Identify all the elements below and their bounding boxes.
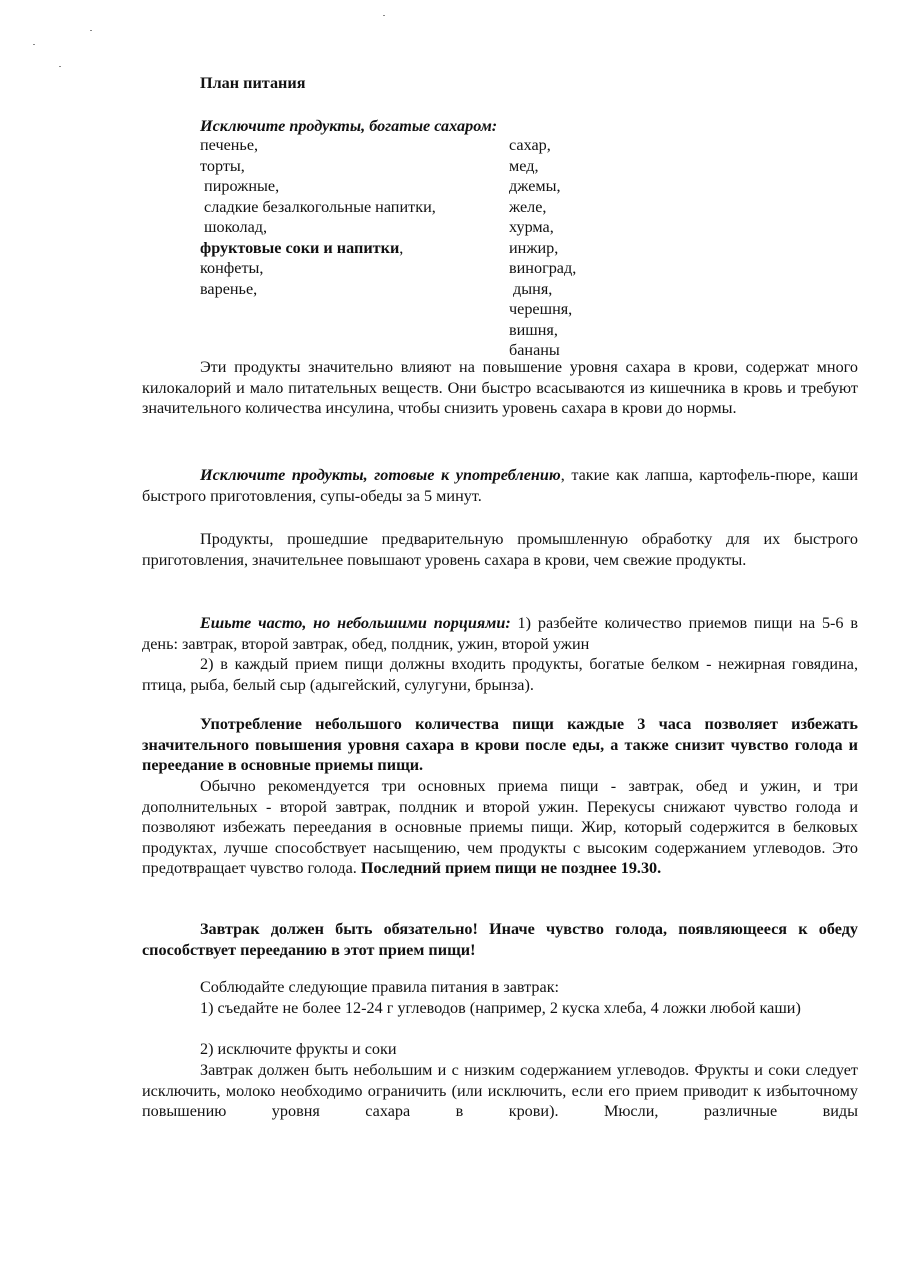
food-item: сахар, bbox=[509, 136, 551, 154]
small-portions-bold-paragraph: Употребление небольшого количества пищи каждые 3 часа позволяет избежать значительного повышения уровня сахара в крови после еды, а также снизит чувство голода и переедание в основные приемы пищи. bbox=[142, 715, 858, 774]
food-item: печенье, bbox=[200, 136, 259, 154]
meal-schedule-text: Обычно рекомендуется три основных приема пищи - завтрак, обед и ужин, и три дополнительных - второй завтрак, полдник и второй ужин. Перекусы снижают чувство голода и позволяют избежать переедания в основные приемы пищи. Жир, который содержится в белковых продуктах, лучше способствует насыщению, чем продукты с высоким содержанием углеводов. Это предотвращает чувство голода. bbox=[142, 777, 858, 877]
excluded-foods-left-column bbox=[200, 135, 436, 299]
eat-often-text: 1) разбейте количество приемов пищи на 5-6 в день: завтрак, второй завтрак, обед, полдник, ужин, второй ужин bbox=[142, 614, 858, 653]
bold-food-label: фруктовые соки и напитки bbox=[200, 238, 400, 257]
food-item: хурма, bbox=[509, 218, 554, 236]
food-item: виноград, bbox=[509, 259, 577, 277]
scan-speck bbox=[33, 44, 35, 45]
food-item: бананы bbox=[509, 341, 560, 359]
food-item: джемы, bbox=[509, 177, 561, 195]
food-item: вишня, bbox=[509, 320, 558, 339]
breakfast-rules-intro: Соблюдайте следующие правила питания в завтрак: bbox=[200, 978, 560, 996]
food-item: варенье, bbox=[200, 279, 258, 298]
sugar-effect-paragraph: Эти продукты значительно влияют на повышение уровня сахара в крови, содержат много килокалорий и мало питательных веществ. Они быстро всасываются из кишечника в кровь и требуют значительного количества инсулина, чтобы снизить уровень сахара в крови до нормы. bbox=[142, 358, 858, 417]
comma: , bbox=[399, 238, 404, 257]
food-item: черешня, bbox=[509, 300, 573, 318]
excluded-foods-right-column bbox=[509, 135, 576, 361]
breakfast-description-paragraph: Завтрак должен быть небольшим и с низким содержанием углеводов. Фрукты и соки следует исключить, молоко необходимо ограничить (или исключить, если его прием приводит к избыточному повышению уровня сахара в крови). Мюсли, различные виды bbox=[142, 1061, 858, 1120]
scan-speck bbox=[59, 66, 61, 67]
ready-foods-paragraph bbox=[142, 465, 858, 506]
scan-speck bbox=[383, 15, 385, 16]
eat-often-paragraph bbox=[142, 613, 858, 654]
food-item: сладкие безалкогольные напитки, bbox=[200, 197, 436, 216]
section-heading-ready-foods: Исключите продукты, готовые к употреблению bbox=[200, 466, 561, 484]
ready-foods-text: , такие как лапша, картофель-пюре, каши быстрого приготовления, супы-обеды за 5 минут. bbox=[142, 466, 859, 505]
food-item: конфеты, bbox=[200, 259, 264, 277]
food-item: торты, bbox=[200, 156, 245, 175]
food-item: шоколад, bbox=[200, 218, 268, 236]
breakfast-mandatory-paragraph: Завтрак должен быть обязательно! Иначе чувство голода, появляющееся к обеду способствует перееданию в этот прием пищи! bbox=[142, 920, 858, 959]
meal-schedule-paragraph bbox=[142, 776, 858, 879]
protein-rule-paragraph: 2) в каждый прием пищи должны входить продукты, богатые белком - нежирная говядина, птица, рыба, белый сыр (адыгейский, сулугуни, брынза). bbox=[142, 655, 858, 694]
breakfast-rule-1: 1) съедайте не более 12-24 г углеводов (например, 2 куска хлеба, 4 ложки любой каши) bbox=[200, 999, 801, 1017]
food-item-bold bbox=[200, 238, 436, 259]
processed-foods-paragraph: Продукты, прошедшие предварительную промышленную обработку для их быстрого приготовления, значительнее повышают уровень сахара в крови, чем свежие продукты. bbox=[142, 530, 858, 569]
section-heading-eat-often: Ешьте часто, но небольшими порциями: bbox=[200, 614, 511, 632]
page-title: План питания bbox=[200, 74, 306, 92]
breakfast-rule-2: 2) исключите фрукты и соки bbox=[200, 1040, 397, 1058]
scan-speck bbox=[90, 30, 92, 31]
food-item: пирожные, bbox=[200, 177, 280, 195]
food-item: желе, bbox=[509, 197, 547, 216]
food-item: инжир, bbox=[509, 238, 559, 257]
section-heading-sugar-foods: Исключите продукты, богатые сахаром: bbox=[200, 117, 498, 135]
food-item: мед, bbox=[509, 156, 539, 175]
last-meal-time: Последний прием пищи не позднее 19.30. bbox=[360, 859, 662, 877]
food-item: дыня, bbox=[509, 279, 553, 298]
